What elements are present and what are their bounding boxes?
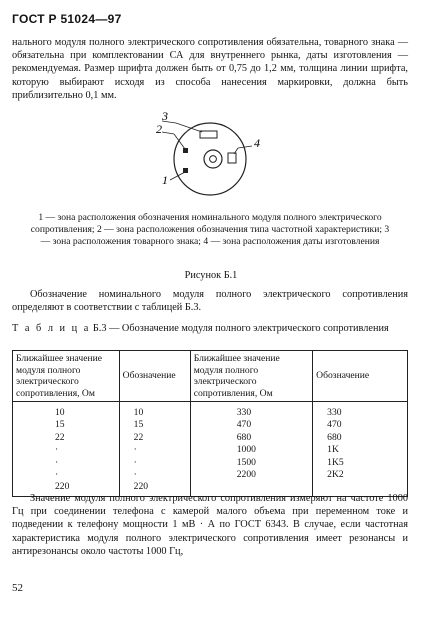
table-title — [12, 322, 408, 335]
paragraph-table-reference: Обозначение номинального модуля полного электрического сопротивления определяют в соответствии с таблицей Б.3. — [12, 289, 408, 314]
table-cell: 22 — [13, 432, 120, 444]
table-row — [13, 432, 408, 444]
table-cell: 680 — [190, 432, 312, 444]
table-cell: 22 — [119, 432, 190, 444]
table-row — [13, 469, 408, 481]
table-cell: 2K2 — [313, 469, 408, 481]
paragraph-top: нального модуля полного электрического сопротивления обязательна, товарного знака — обязательна при комплектовании СА для внутреннего рынка, даты изготовления — рекомендуемая. Размер шрифта должен быть от 0,75 до 1,2 мм, толщина линии шрифта, которую выбирают исходя из способа нанесения маркировки, должна быть приблизительно 0,1 мм. — [12, 37, 408, 101]
table-cell: 470 — [190, 419, 312, 431]
header-impedance-1: Ближайшее значение модуля полного электрического сопротивления, Ом — [13, 351, 120, 402]
center-ring — [204, 150, 222, 168]
table-cell: 15 — [119, 419, 190, 431]
figure-label-1: 1 — [162, 173, 168, 187]
header-designation-1: Обозначение — [119, 351, 190, 402]
table-cell: 330 — [190, 402, 312, 420]
table-cell: · — [13, 469, 120, 481]
table-cell: 1000 — [190, 444, 312, 456]
zone-4-rect — [228, 153, 236, 163]
table-cell: 220 — [119, 481, 190, 496]
zone-2-rect — [200, 131, 217, 138]
table-title-text: Б.3 — Обозначение модуля полного электрического сопротивления — [90, 323, 389, 334]
table-row — [13, 419, 408, 431]
table-cell: 2200 — [190, 469, 312, 481]
table-cell: 470 — [313, 419, 408, 431]
table-row — [13, 457, 408, 469]
table-cell: · — [13, 444, 120, 456]
table-cell: 1K — [313, 444, 408, 456]
page-number: 52 — [12, 582, 23, 594]
document-header: ГОСТ Р 51024—97 — [12, 12, 122, 26]
table-cell: · — [119, 457, 190, 469]
table-row — [13, 444, 408, 456]
figure-title: Рисунок Б.1 — [184, 270, 238, 281]
table-cell: 220 — [13, 481, 120, 496]
table-cell: 1K5 — [313, 457, 408, 469]
table-cell: 10 — [119, 402, 190, 420]
center-hole — [210, 156, 217, 163]
figure-label-3: 3 — [162, 112, 168, 123]
figure-label-2: 2 — [156, 122, 162, 136]
table-cell: 15 — [13, 419, 120, 431]
marking-diagram — [150, 112, 280, 207]
table-cell: 1500 — [190, 457, 312, 469]
table-cell: · — [119, 444, 190, 456]
figure-label-4: 4 — [254, 136, 260, 150]
table-title-prefix: Т а б л и ц а — [12, 323, 91, 334]
paragraph-bottom: Значение модуля полного электрического сопротивления измеряют на частоте 1000 Гц при соединении телефона с камерой малого объема при переменном токе и подведении к телефону мощности 1 мВ · А по ГОСТ 6343. В случае, если частотная характеристика модуля полного электрического сопротивления имеет резонансы и антирезонансы около частоты 1000 Гц, — [12, 493, 408, 557]
header-designation-2: Обозначение — [313, 351, 408, 402]
figure-caption: 1 — зона расположения обозначения номинального модуля полного электрического сопротивления; 2 — зона расположения обозначения типа частотной характеристики; 3 — зона расположения товарного знака; 4 — зона расположения даты изготовления — [30, 212, 390, 248]
table-cell: 10 — [13, 402, 120, 420]
table-cell: 680 — [313, 432, 408, 444]
table-cell: · — [119, 469, 190, 481]
impedance-table — [12, 350, 408, 497]
table-row — [13, 402, 408, 420]
header-impedance-2: Ближайшее значение модуля полного электрического сопротивления, Ом — [190, 351, 312, 402]
table-cell: 330 — [313, 402, 408, 420]
table-cell: · — [13, 457, 120, 469]
zone-3-square — [183, 148, 188, 153]
